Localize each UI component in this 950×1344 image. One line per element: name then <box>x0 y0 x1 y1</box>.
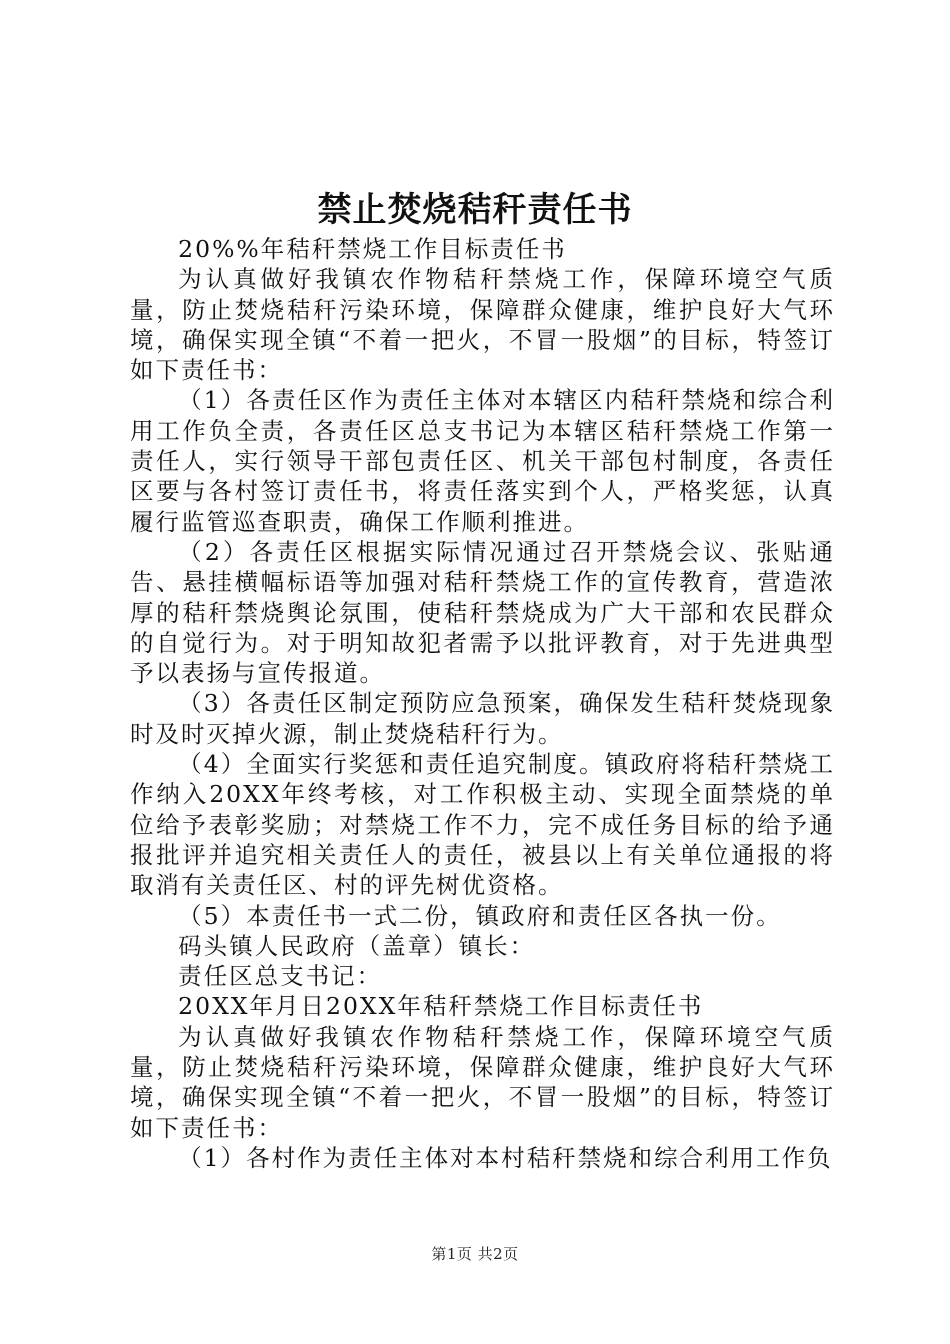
paragraph-item-2: （2）各责任区根据实际情况通过召开禁烧会议、张贴通告、悬挂横幅标语等加强对秸秆禁烧工作的宣传教育，营造浓厚的秸秆禁烧舆论氛围，使秸秆禁烧成为广大干部和农民群众的自觉行为。对于明知故犯者需予以批评教育，对于先进典型予以表扬与宣传报道。 <box>130 537 835 688</box>
paragraph-item-5: （5）本责任书一式二份，镇政府和责任区各执一份。 <box>178 901 782 930</box>
paragraph-intro-1: 为认真做好我镇农作物秸秆禁烧工作，保障环境空气质量，防止焚烧秸秆污染环境，保障群众健康，维护良好大气环境，确保实现全镇“不着一把火，不冒一股烟”的目标，特签订如下责任书： <box>130 265 835 385</box>
signature-government: 码头镇人民政府（盖章）镇长： <box>178 931 536 960</box>
paragraph-date-subtitle-2: 20XX年月日20XX年秸秆禁烧工作目标责任书 <box>178 992 704 1021</box>
signature-secretary: 责任区总支书记： <box>178 962 383 991</box>
paragraph-item-3: （3）各责任区制定预防应急预案，确保发生秸秆焚烧现象时及时灭掉火源，制止焚烧秸秆行为。 <box>130 689 835 748</box>
paragraph-item-1: （1）各责任区作为责任主体对本辖区内秸秆禁烧和综合利用工作负全责，各责任区总支书记为本辖区秸秆禁烧工作第一责任人，实行领导干部包责任区、机关干部包村制度，各责任区要与各村签订责任书，将责任落实到个人，严格奖惩，认真履行监管巡查职责，确保工作顺利推进。 <box>130 386 835 536</box>
document-title: 禁止焚烧秸秆责任书 <box>317 190 633 230</box>
paragraph-item-4: （4）全面实行奖惩和责任追究制度。镇政府将秸秆禁烧工作纳入20XX年终考核，对工作积极主动、实现全面禁烧的单位给予表彰奖励；对禁烧工作不力，完不成任务目标的给予通报批评并追究相关责任人的责任，被县以上有关单位通报的将取消有关责任区、村的评先树优资格。 <box>130 750 835 900</box>
paragraph-village-item-1: （1）各村作为责任主体对本村秸秆禁烧和综合利用工作负 <box>178 1143 833 1172</box>
paragraph-intro-2: 为认真做好我镇农作物秸秆禁烧工作，保障环境空气质量，防止焚烧秸秆污染环境，保障群众健康，维护良好大气环境，确保实现全镇“不着一把火，不冒一股烟”的目标，特签订如下责任书： <box>130 1022 835 1142</box>
page-number-footer: 第1页 共2页 <box>431 1245 519 1263</box>
document-body <box>130 234 835 1173</box>
paragraph-subtitle-1: 20%%年秸秆禁烧工作目标责任书 <box>178 235 567 263</box>
